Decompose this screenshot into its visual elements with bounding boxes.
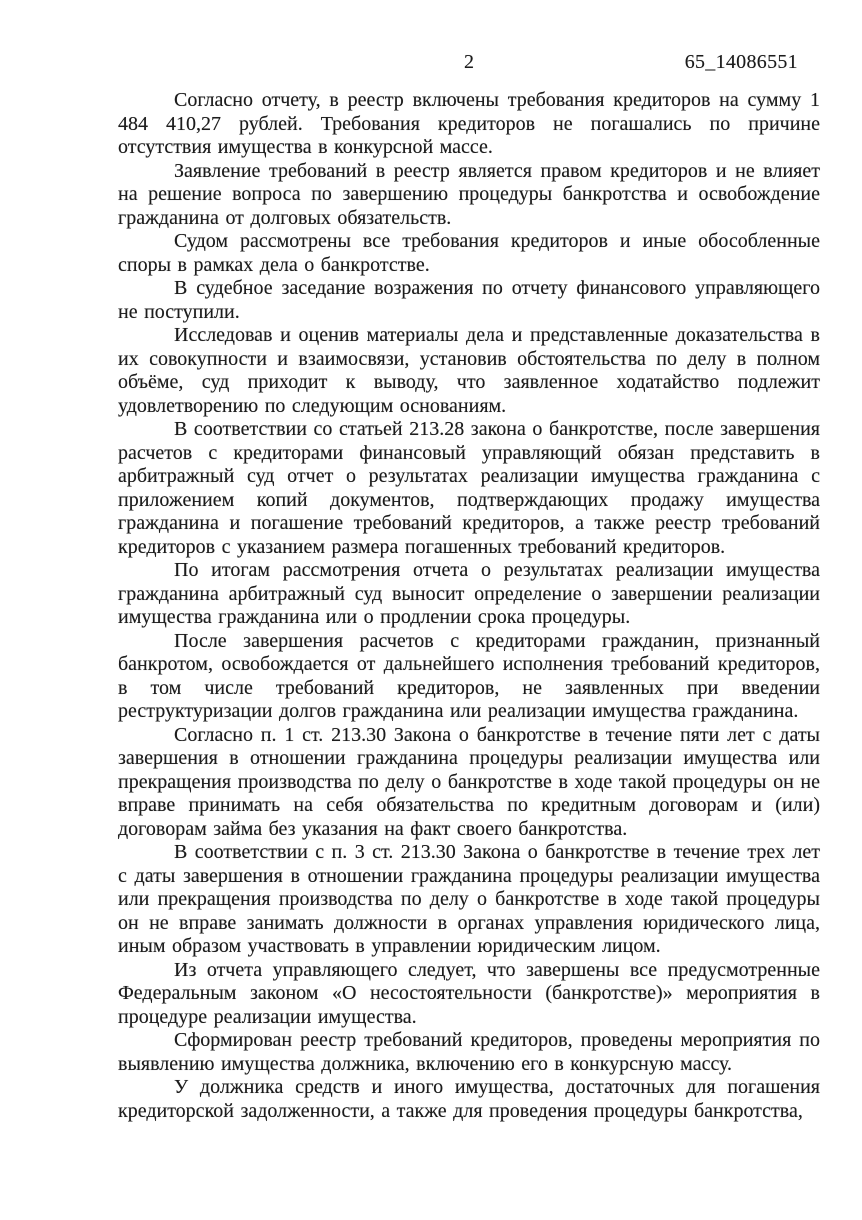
paragraph-debtor-assets: У должника средств и иного имущества, достаточных для погашения кредиторской задолженности, а также для проведения процедуры банкротства, — [118, 1076, 820, 1122]
paragraph-creditors-sum: Согласно отчету, в реестр включены требования кредиторов на сумму 1 484 410,27 рублей. Требования кредиторов не погашались по причине отсутствия имущества в конкурсной массе. — [118, 89, 820, 158]
paragraph-manager-report: Из отчета управляющего следует, что завершены все предусмотренные Федеральным законом «О несостоятельности (банкротстве)» мероприятия в процедуре реализации имущества. — [118, 958, 820, 1028]
paragraph-court-conclusion: Исследовав и оценив материалы дела и представленные доказательства в их совокупности и взаимосвязи, установив обстоятельства по делу в полном объёме, суд приходит к выводу, что заявленное ходатайство подлежит удовлетворению по следующим основаниям. — [118, 324, 820, 417]
paragraph-claims-right: Заявление требований в реестр является правом кредиторов и не влияет на решение вопроса по завершению процедуры банкротства и освобождение гражданина от долговых обязательств. — [118, 159, 820, 229]
case-number: 65_14086551 — [684, 51, 798, 73]
paragraph-article-213-30-p1: Согласно п. 1 ст. 213.30 Закона о банкротстве в течение пяти лет с даты завершения в отношении гражданина процедуры реализации имущества или прекращения производства по делу о банкротстве в ходе такой процедуры он не вправе принимать на себя обязательства по кредитным договорам и (или) договорам займа без указания на факт своего банкротства. — [118, 723, 820, 840]
page-number: 2 — [464, 51, 474, 73]
paragraph-court-reviewed: Судом рассмотрены все требования кредиторов и иные обособленные споры в рамках дела о банкротстве. — [118, 230, 820, 276]
paragraph-article-213-30-p3: В соответствии с п. 3 ст. 213.30 Закона о банкротстве в течение трех лет с даты завершения в отношении гражданина процедуры реализации имущества или прекращения производства по делу о банкротстве в ходе такой процедуры он не вправе занимать должности в органах управления юридического лица, иным образом участвовать в управлении юридическим лицом. — [118, 841, 820, 957]
paragraph-registry-formed: Сформирован реестр требований кредиторов, проведены мероприятия по выявлению имущества должника, включению его в конкурсную массу. — [118, 1029, 820, 1075]
document-body — [118, 89, 820, 1123]
paragraph-no-objections: В судебное заседание возражения по отчету финансового управляющего не поступили. — [118, 277, 820, 323]
paragraph-report-results: По итогам рассмотрения отчета о результатах реализации имущества гражданина арбитражный суд выносит определение о завершении реализации имущества гражданина или о продлении срока процедуры. — [118, 559, 820, 628]
page-header — [118, 50, 820, 76]
paragraph-debt-release: После завершения расчетов с кредиторами гражданин, признанный банкротом, освобождается от дальнейшего исполнения требований кредиторов, в том числе требований кредиторов, не заявленных при введении реструктуризации долгов гражданина или реализации имущества гражданина. — [118, 629, 820, 722]
paragraph-article-213-28: В соответствии со статьей 213.28 закона о банкротстве, после завершения расчетов с кредиторами финансовый управляющий обязан представить в арбитражный суд отчет о результатах реализации имущества гражданина с приложением копий документов, подтверждающих продажу имущества гражданина и погашение требований кредиторов, а также реестр требований кредиторов с указанием размера погашенных требований кредиторов. — [118, 418, 820, 558]
